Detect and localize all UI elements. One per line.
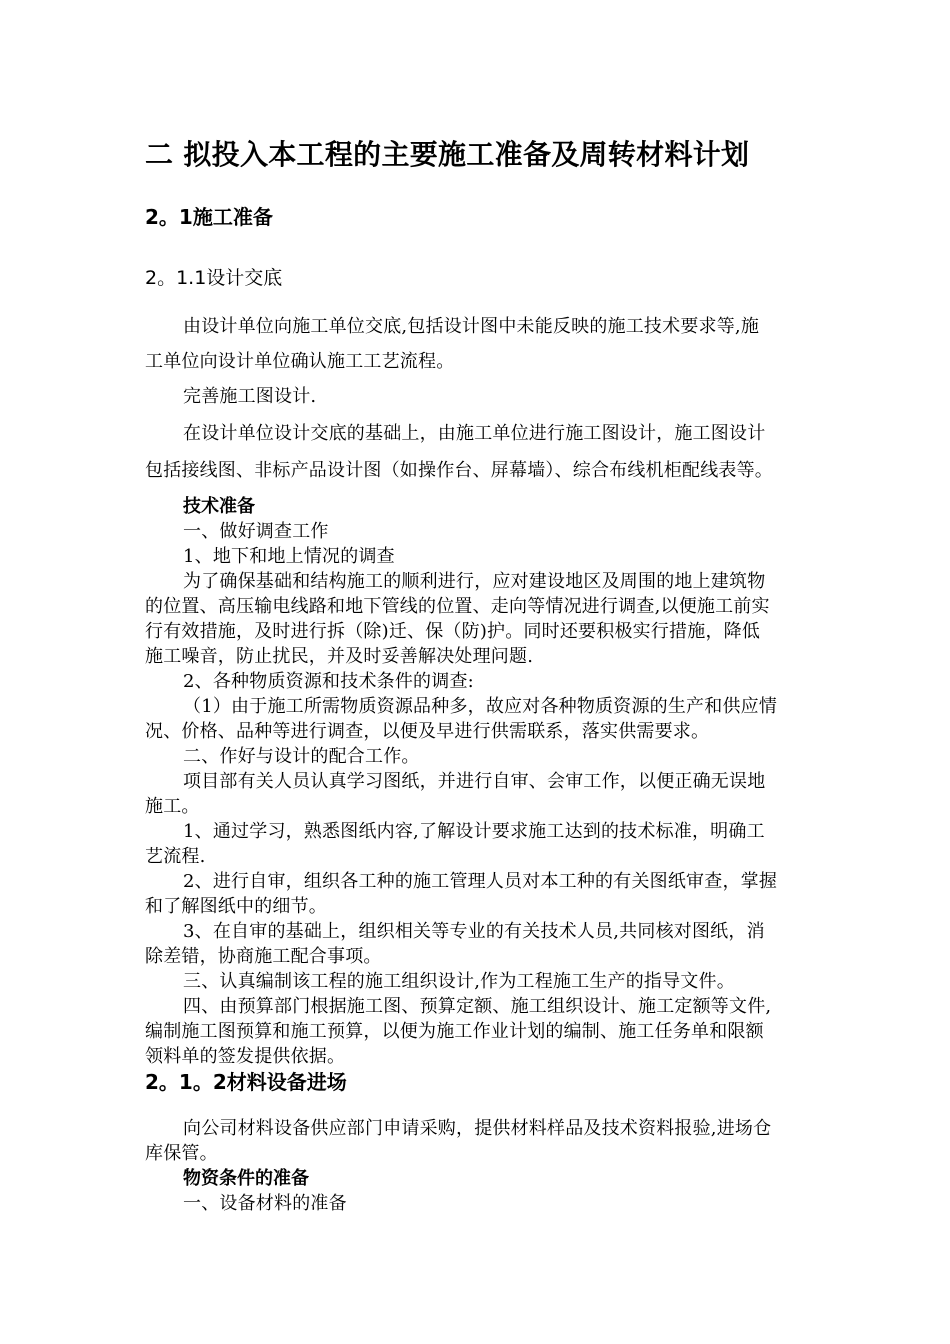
paragraph-line: 3、在自审的基础上，组织相关等专业的有关技术人员,共同核对图纸，消: [183, 921, 765, 942]
paragraph-line: 一、做好调查工作: [183, 521, 329, 542]
paragraph-line: 一、设备材料的准备: [183, 1193, 347, 1214]
paragraph-line: 施工噪音，防止扰民，并及时妥善解决处理问题.: [145, 646, 534, 667]
section-heading-2-1: 2。1施工准备: [145, 205, 273, 229]
paragraph-line: 2、进行自审，组织各工种的施工管理人员对本工种的有关图纸审查，掌握: [183, 871, 778, 892]
paragraph-line: 况、价格、品种等进行调查，以便及早进行供需联系，落实供需要求。: [145, 721, 710, 742]
paragraph-line: 行有效措施，及时进行拆（除)迁、保（防)护。同时还要积极实行措施，降低: [145, 621, 761, 642]
paragraph-line: 的位置、高压输电线路和地下管线的位置、走向等情况进行调查,以便施工前实: [145, 596, 770, 617]
paragraph-line: 包括接线图、非标产品设计图（如操作台、屏幕墙）、综合布线机柜配线表等。: [145, 460, 773, 481]
paragraph-line: 由设计单位向施工单位交底,包括设计图中未能反映的施工技术要求等,施: [183, 316, 760, 337]
section-heading-2-1-2: 2。1。2材料设备进场: [145, 1070, 347, 1094]
subheading-goods-prep: 物资条件的准备: [183, 1168, 309, 1189]
paragraph-line: 1、通过学习，熟悉图纸内容,了解设计要求施工达到的技术标准，明确工: [183, 821, 765, 842]
paragraph-line: 完善施工图设计.: [183, 386, 317, 407]
paragraph-line: 除差错，协商施工配合事项。: [145, 946, 382, 967]
paragraph-line: 三、认真编制该工程的施工组织设计,作为工程施工生产的指导文件。: [183, 971, 735, 992]
paragraph-line: 向公司材料设备供应部门申请采购，提供材料样品及技术资料报验,进场仓: [183, 1118, 772, 1139]
paragraph-line: 在设计单位设计交底的基础上，由施工单位进行施工图设计，施工图设计: [183, 423, 766, 444]
paragraph-line: （1）由于施工所需物质资源品种多，故应对各种物质资源的生产和供应情: [183, 696, 778, 717]
paragraph-line: 1、地下和地上情况的调查: [183, 546, 395, 567]
paragraph-line: 工单位向设计单位确认施工工艺流程。: [145, 351, 455, 372]
paragraph-line: 二、作好与设计的配合工作。: [183, 746, 420, 767]
paragraph-line: 领料单的签发提供依据。: [145, 1046, 346, 1067]
paragraph-line: 编制施工图预算和施工预算，以便为施工作业计划的编制、施工任务单和限额: [145, 1021, 764, 1042]
paragraph-line: 为了确保基础和结构施工的顺利进行，应对建设地区及周围的地上建筑物: [183, 571, 766, 592]
paragraph-line: 施工。: [145, 796, 200, 817]
paragraph-line: 2、各种物质资源和技术条件的调查:: [183, 671, 474, 692]
subheading-tech-prep: 技术准备: [183, 496, 255, 517]
paragraph-line: 库保管。: [145, 1143, 218, 1164]
section-heading-2-1-1: 2。1.1设计交底: [145, 267, 283, 289]
paragraph-line: 项目部有关人员认真学习图纸，并进行自审、会审工作，以便正确无误地: [183, 771, 766, 792]
paragraph-line: 艺流程.: [145, 846, 206, 867]
paragraph-line: 和了解图纸中的细节。: [145, 896, 327, 917]
paragraph-line: 四、由预算部门根据施工图、预算定额、施工组织设计、施工定额等文件,: [183, 996, 772, 1017]
document-title: 二 拟投入本工程的主要施工准备及周转材料计划: [145, 138, 750, 171]
